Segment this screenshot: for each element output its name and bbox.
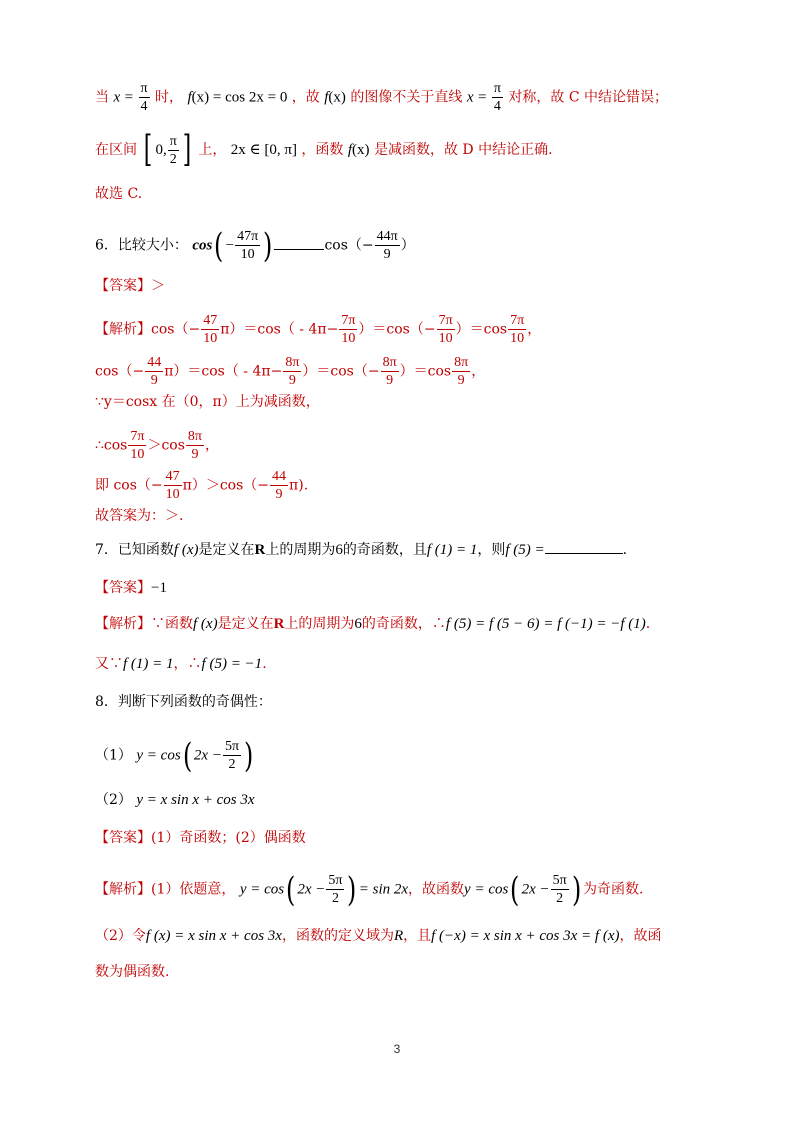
question-7: 7．已知函数f (x)是定义在R上的周期为6的奇函数，且f (1) = 1，则f (5) = . (95, 542, 628, 558)
q6-solution-1: 【解析】cos（− $\frac{47}{10}$ π）＝cos（ - 4π− $\frac{7\pi}{10}$ ）＝cos（− $\frac{7\pi}{10}$ ）＝cos $\frac{7\pi}{10}$ ， (95, 313, 542, 346)
math-var: f (187, 89, 192, 106)
q6-solution-2: cos（− $\frac{44}{9}$ π）＝cos（ - 4π− $\frac{8\pi}{9}$ ）＝cos（− $\frac{8\pi}{9}$ ）＝cos $\frac{8\pi}{9}$ ， (95, 355, 486, 388)
fraction: $\frac{44\pi}{9}$ (376, 229, 398, 262)
text: ，函数 (301, 142, 344, 158)
text: 的图像不关于直线 (350, 89, 463, 106)
question-8: 8．判断下列函数的奇偶性： (95, 694, 272, 710)
q6-answer: 【答案】＞ (95, 278, 165, 294)
question-8-part-2: （2） y = x sin x + cos 3x (95, 792, 255, 808)
text: 对称，故 C 中结论错误； (508, 89, 669, 106)
math-expr: 2x ∈ [0, π] (230, 142, 297, 158)
text: ，故 (291, 89, 320, 106)
text: 是减函数，故 D 中结论正确. (373, 142, 553, 158)
q8-solution-1: 【解析】(1）依题意， y = cos( 2x − $\frac{5\pi}{2}$ ) = sin 2x，故函数y = cos( 2x − $\frac{5\pi}{2}$ ) 为奇函数. (95, 869, 644, 910)
math-op: = (124, 89, 134, 106)
q6-solution-5: 即 cos（− $\frac{47}{10}$ π）＞cos（− $\frac{44}{9}$ π). (95, 469, 309, 502)
page-number: 3 (393, 1042, 401, 1056)
text: 上， (198, 142, 227, 158)
fraction: $\frac{\pi}{4}$ (493, 81, 501, 114)
answer-blank (274, 249, 324, 250)
q6-solution-3: ∵y＝cosx 在（0，π）上为减函数， (95, 394, 320, 410)
q8-solution-3: 数为偶函数. (95, 964, 170, 980)
q6-solution-4: ∴cos $\frac{7\pi}{10}$ ＞cos $\frac{8\pi}{9}$ ， (95, 429, 219, 462)
text: 在区间 (95, 142, 137, 158)
q8-solution-2: （2）令f (x) = x sin x + cos 3x，函数的定义域为R，且f (−x) = x sin x + cos 3x = f (x)，故函 (95, 928, 662, 944)
fraction: $\frac{47\pi}{10}$ (237, 229, 259, 262)
q8-answer: 【答案】(1）奇函数；(2）偶函数 (95, 830, 306, 846)
answer-blank (545, 553, 623, 554)
math-arg: (x) (191, 89, 210, 106)
question-6: 6．比较大小： cos( − $\frac{47\pi}{10}$ ) cos（− $\frac{44\pi}{9}$ ） (95, 225, 415, 266)
fraction: $\frac{\pi}{4}$ (140, 81, 148, 114)
text: 当 (95, 89, 109, 106)
q6-solution-6: 故答案为：＞. (95, 508, 184, 524)
text-line-2: 在区间 [ 0, $\frac{\pi}{2}$ ] 上， 2x ∈ [0, π] ，函数 f(x) 是减函数，故 D 中结论正确. (95, 129, 553, 170)
text-line-3: 故选 C. (95, 186, 143, 202)
math-expr: = 0 (267, 89, 288, 106)
q7-answer: 【答案】−1 (95, 580, 167, 596)
math-var: x (113, 89, 121, 106)
question-8-part-1: （1） y = cos( 2x − $\frac{5\pi}{2}$ ) (95, 735, 254, 776)
math-op: = (212, 89, 222, 106)
text-line-1: 当 x = $\frac{\pi}{4}$ 时， f(x) = cos 2x = 0 ，故 f(x) 的图像不关于直线 x = $\frac{\pi}{4}$ 对称，故 C 中结论错误； (95, 81, 669, 114)
math-expr: cos 2x (225, 89, 264, 106)
text: 时， (155, 89, 184, 106)
q7-solution-2: 又∵f (1) = 1，∴f (5) = −1. (95, 656, 267, 672)
fraction: $\frac{\pi}{2}$ (169, 133, 177, 167)
q7-solution-1: 【解析】∵函数f (x)是定义在R上的周期为6的奇函数，∴f (5) = f (5 − 6) = f (−1) = −f (1). (95, 616, 651, 632)
